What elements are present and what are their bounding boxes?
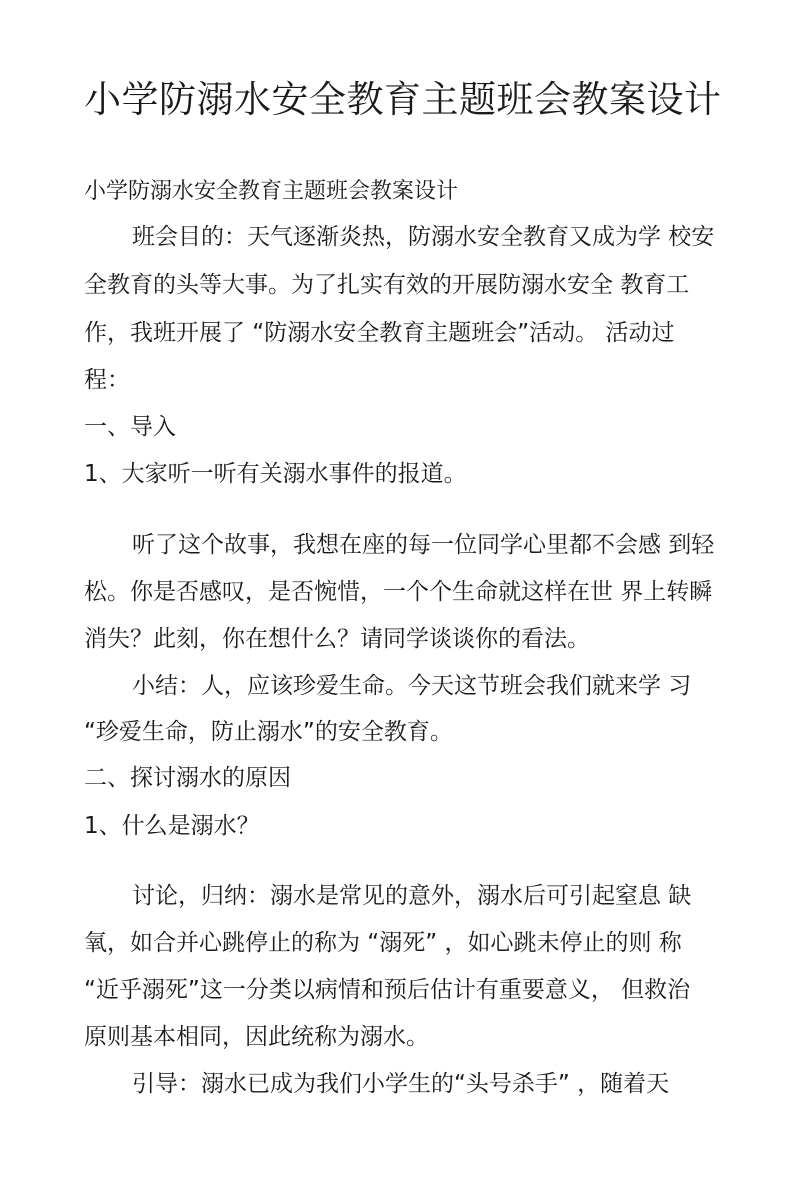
paragraph-line: 班会目的：天气逐渐炎热，防溺水安全教育又成为学 校安	[132, 224, 715, 250]
paragraph-line: 原则基本相同，因此统称为溺水。	[84, 1024, 429, 1050]
section-heading: 一、导入	[84, 414, 176, 440]
paragraph-line: 听了这个故事，我想在座的每一位同学心里都不会感 到轻	[132, 532, 715, 558]
paragraph-line: 松。你是否感叹，是否惋惜，一个个生命就这样在世 界上转瞬	[84, 579, 713, 605]
paragraph-line: 小结：人，应该珍爱生命。今天这节班会我们就来学 习	[132, 673, 692, 699]
list-item: 1、什么是溺水？	[84, 813, 260, 839]
paragraph-line: 作，我班开展了 “防溺水安全教育主题班会”活动。 活动过	[84, 320, 675, 346]
paragraph-line: 全教育的头等大事。为了扎实有效的开展防溺水安全 教育工	[84, 272, 690, 298]
paragraph-line: 氧，如合并心跳停止的称为 “溺死” ，如心跳未停止的则 称	[84, 930, 682, 956]
paragraph-line: “近乎溺死”这一分类以病情和预后估计有重要意义， 但救治	[84, 977, 691, 1003]
paragraph-line: “珍爱生命，防止溺水”的安全教育。	[84, 719, 453, 745]
paragraph-line: 讨论，归纳：溺水是常见的意外，溺水后可引起窒息 缺	[132, 883, 692, 909]
paragraph-line: 程：	[84, 367, 130, 393]
paragraph-line: 消失？此刻，你在想什么？请同学谈谈你的看法。	[84, 626, 590, 652]
list-item: 1、大家听一听有关溺水事件的报道。	[84, 461, 467, 487]
section-heading: 二、探讨溺水的原因	[84, 765, 291, 791]
paragraph-line: 引导：溺水已成为我们小学生的“头号杀手” ，随着天	[132, 1071, 670, 1097]
document-subtitle: 小学防溺水安全教育主题班会教案设计	[84, 179, 459, 204]
document-title: 小学防溺水安全教育主题班会教案设计	[84, 78, 722, 121]
